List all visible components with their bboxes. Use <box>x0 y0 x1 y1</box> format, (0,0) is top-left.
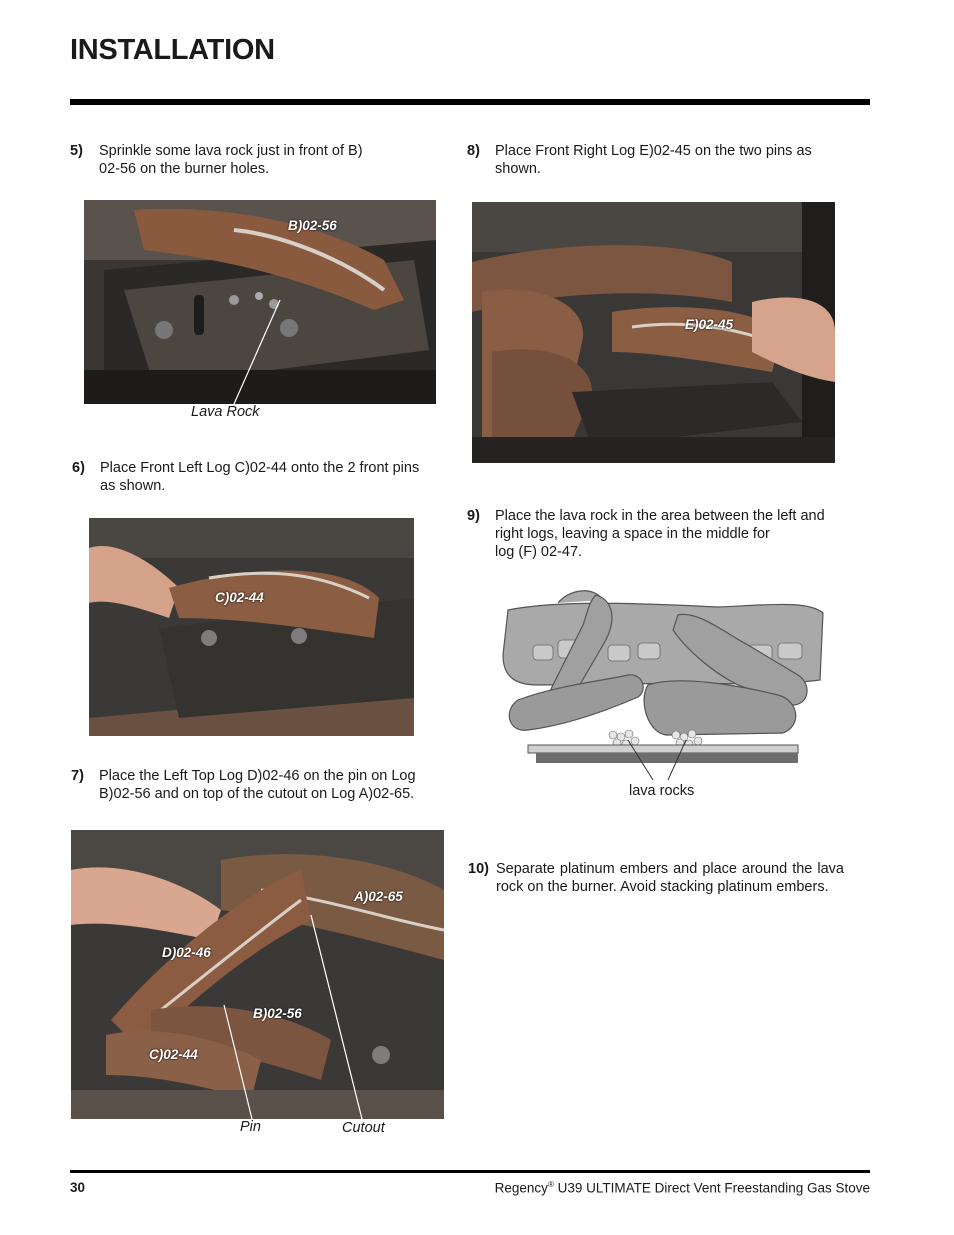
step-text: Separate platinum embers and place around the lava rock on the burner. Avoid stacking platinum embers. <box>496 861 844 895</box>
step-text-line: Place the Left Top Log D)02-46 on the pin on Log <box>99 768 416 784</box>
step-number: 5) <box>70 143 83 159</box>
footer-rule <box>70 1170 870 1173</box>
step-text-line: as shown. <box>100 478 166 494</box>
part-label: C)02-44 <box>149 1047 198 1062</box>
figure-caption: Lava Rock <box>191 404 260 420</box>
photo-step-6 <box>89 518 414 736</box>
photo-step-7 <box>71 830 444 1119</box>
step-text-line: shown. <box>495 161 541 177</box>
step-9 <box>467 507 857 561</box>
figure-caption: Pin <box>240 1119 261 1135</box>
step-number: 10) <box>468 861 489 877</box>
page-number: 30 <box>70 1180 86 1195</box>
registered-mark: ® <box>547 1180 554 1189</box>
brand-name: Regency <box>494 1180 548 1196</box>
step-5 <box>70 142 400 178</box>
figure-caption: lava rocks <box>629 783 695 799</box>
document-title: U39 ULTIMATE Direct Vent Freestanding Gas Stove <box>557 1180 870 1196</box>
step-text-line: Place Front Right Log E)02-45 on the two pins as <box>495 143 812 159</box>
page-title: INSTALLATION <box>70 34 275 66</box>
header-rule <box>70 99 870 105</box>
step-number: 6) <box>72 460 85 476</box>
part-label: A)02-65 <box>354 889 403 904</box>
step-text-line: log (F) 02-47. <box>495 544 583 560</box>
step-number: 7) <box>71 768 84 784</box>
step-7 <box>71 767 451 803</box>
footer-document-title <box>495 1180 870 1196</box>
step-6 <box>72 459 452 495</box>
photo-step-5 <box>84 200 436 404</box>
step-number: 8) <box>467 143 480 159</box>
step-text-line: Place the lava rock in the area between the left and <box>495 508 825 524</box>
step-text-line: 02-56 on the burner holes. <box>99 161 270 177</box>
lava-rock-diagram <box>498 585 828 785</box>
photo-step-8 <box>472 202 835 463</box>
part-label: D)02-46 <box>162 945 211 960</box>
part-label: B)02-56 <box>253 1006 302 1021</box>
step-text-line: Place Front Left Log C)02-44 onto the 2 front pins <box>100 460 420 476</box>
part-label: E)02-45 <box>685 317 734 332</box>
part-label: C)02-44 <box>215 590 264 605</box>
figure-caption: Cutout <box>342 1120 385 1136</box>
step-number: 9) <box>467 508 480 524</box>
step-text-line: Sprinkle some lava rock just in front of B) <box>99 143 363 159</box>
step-8 <box>467 142 847 178</box>
step-text-line: B)02-56 and on top of the cutout on Log A)02-65. <box>99 786 415 802</box>
step-text-line: right logs, leaving a space in the middle for <box>495 526 770 542</box>
part-label: B)02-56 <box>288 218 337 233</box>
step-10 <box>468 860 844 896</box>
